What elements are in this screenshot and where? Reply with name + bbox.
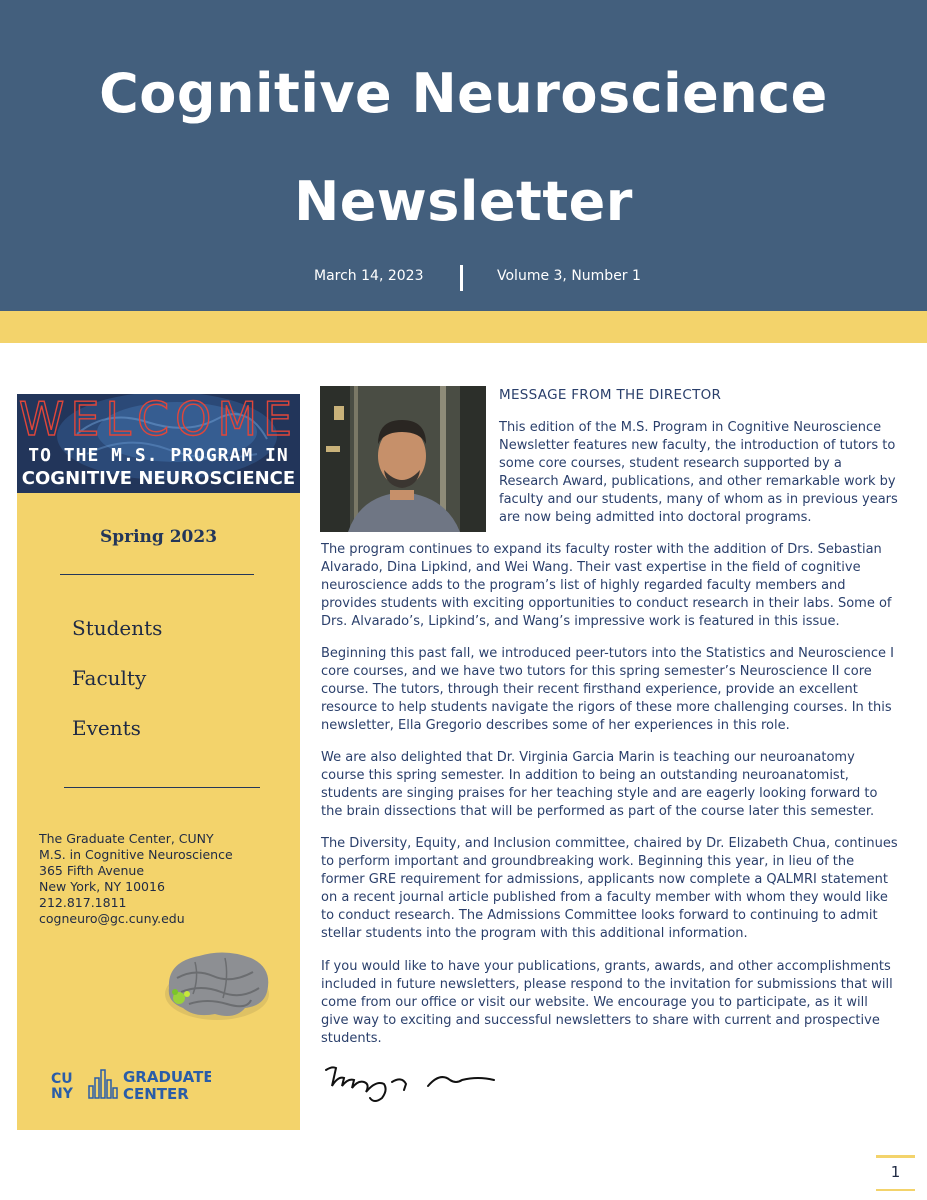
director-message-paragraph: The program continues to expand its faculty roster with the addition of Drs. Sebastian Alvarado, Dina Lipkind, and Wei Wang. Their vast expertise in the field of cognitive neuroscience adds to the program’s list of highly regarded faculty members and provides students with exciting opportunities to conduct research in their labs. Some of Drs. Alvarado’s, Lipkind’s, and Wang’s impressive work is featured in this issue.: [321, 542, 892, 629]
contact-address: [39, 831, 233, 927]
cuny-graduate-center-logo: [51, 1066, 211, 1102]
logo-cuny-top: CU: [51, 1071, 73, 1087]
director-message-paragraph: This edition of the M.S. Program in Cognitive Neuroscience Newsletter features new faculty, the introduction of tutors to some core courses, student research supported by a Research Award, publications, and other remarkable work by faculty and our students, many of whom as in previous years are now being admitted into doctoral programs.: [499, 420, 898, 525]
page-number-accent: [876, 1155, 915, 1158]
newsletter-title-line1: Cognitive Neuroscience: [99, 62, 828, 125]
brain-illustration: [155, 948, 275, 1028]
sidebar: [17, 394, 300, 1130]
nav-item-students[interactable]: Students: [72, 616, 163, 640]
director-message-paragraph: The Diversity, Equity, and Inclusion committee, chaired by Dr. Elizabeth Chua, continues to perform important and groundbreaking work. Beginning this year, in lieu of the former GRE requirement for admissions, applicants now complete a QALMRI statement on a recent journal article published from a faculty member with whom they would like to conduct research. The Admissions Committee looks forward to continuing to admit stellar students into the program with this additional information.: [321, 836, 898, 941]
address-line: New York, NY 10016: [39, 879, 165, 894]
logo-cuny-bottom: NY: [51, 1086, 73, 1102]
director-photo: [320, 386, 486, 532]
page-number: 1: [890, 1163, 901, 1181]
header-divider: [460, 265, 463, 291]
director-message-paragraph: Beginning this past fall, we introduced peer-tutors into the Statistics and Neuroscience I core courses, and we have two tutors for this spring semester’s Neuroscience II core course. The tutors, through their recent firsthand experience, provide an excellent resource to help students navigate the rigors of these more challenging courses. In this newsletter, Ella Gregorio describes some of her experiences in this role.: [321, 646, 894, 733]
logo-center: CENTER: [123, 1085, 189, 1102]
address-phone: 212.817.1811: [39, 895, 127, 910]
newsletter-header: [0, 0, 927, 311]
issue-volume: Volume 3, Number 1: [497, 268, 641, 284]
welcome-subtitle: TO THE M.S. PROGRAM IN: [28, 445, 289, 466]
sidebar-divider-bottom: [64, 787, 260, 788]
director-signature: [322, 1062, 498, 1104]
section-heading: MESSAGE FROM THE DIRECTOR: [499, 387, 722, 403]
issue-date: March 14, 2023: [314, 268, 424, 284]
address-line: 365 Fifth Avenue: [39, 863, 145, 878]
page-number-underline: [876, 1189, 915, 1191]
sidebar-divider-top: [60, 574, 254, 575]
season-label: Spring 2023: [99, 527, 218, 547]
welcome-banner: [17, 394, 300, 493]
address-email[interactable]: cogneuro@gc.cuny.edu: [39, 911, 185, 926]
address-line: The Graduate Center, CUNY: [39, 831, 214, 846]
logo-graduate: GRADUATE: [123, 1068, 211, 1086]
welcome-program-name: COGNITIVE NEUROSCIENCE: [21, 468, 296, 489]
nav-item-events[interactable]: Events: [72, 716, 141, 740]
welcome-word: WELCOME: [18, 394, 299, 446]
gold-band: [0, 311, 927, 343]
director-message-paragraph: If you would like to have your publications, grants, awards, and other accomplishments included in future newsletters, please respond to the invitation for submissions that will come from our office or visit our website. We encourage you to participate, as it will give way to exciting and successful newsletters to share with current and prospective students.: [321, 959, 893, 1046]
nav-item-faculty[interactable]: Faculty: [72, 666, 147, 690]
newsletter-title-line2: Newsletter: [294, 170, 633, 233]
address-line: M.S. in Cognitive Neuroscience: [39, 847, 233, 862]
cuny-logo-mark: [51, 1066, 211, 1102]
director-message-paragraph: We are also delighted that Dr. Virginia Garcia Marin is teaching our neuroanatomy course this spring semester. In addition to being an outstanding neuroanatomist, students are singing praises for her teaching style and are eagerly looking forward to the brain dissections that will be performed as part of the course later this semester.: [321, 750, 878, 819]
